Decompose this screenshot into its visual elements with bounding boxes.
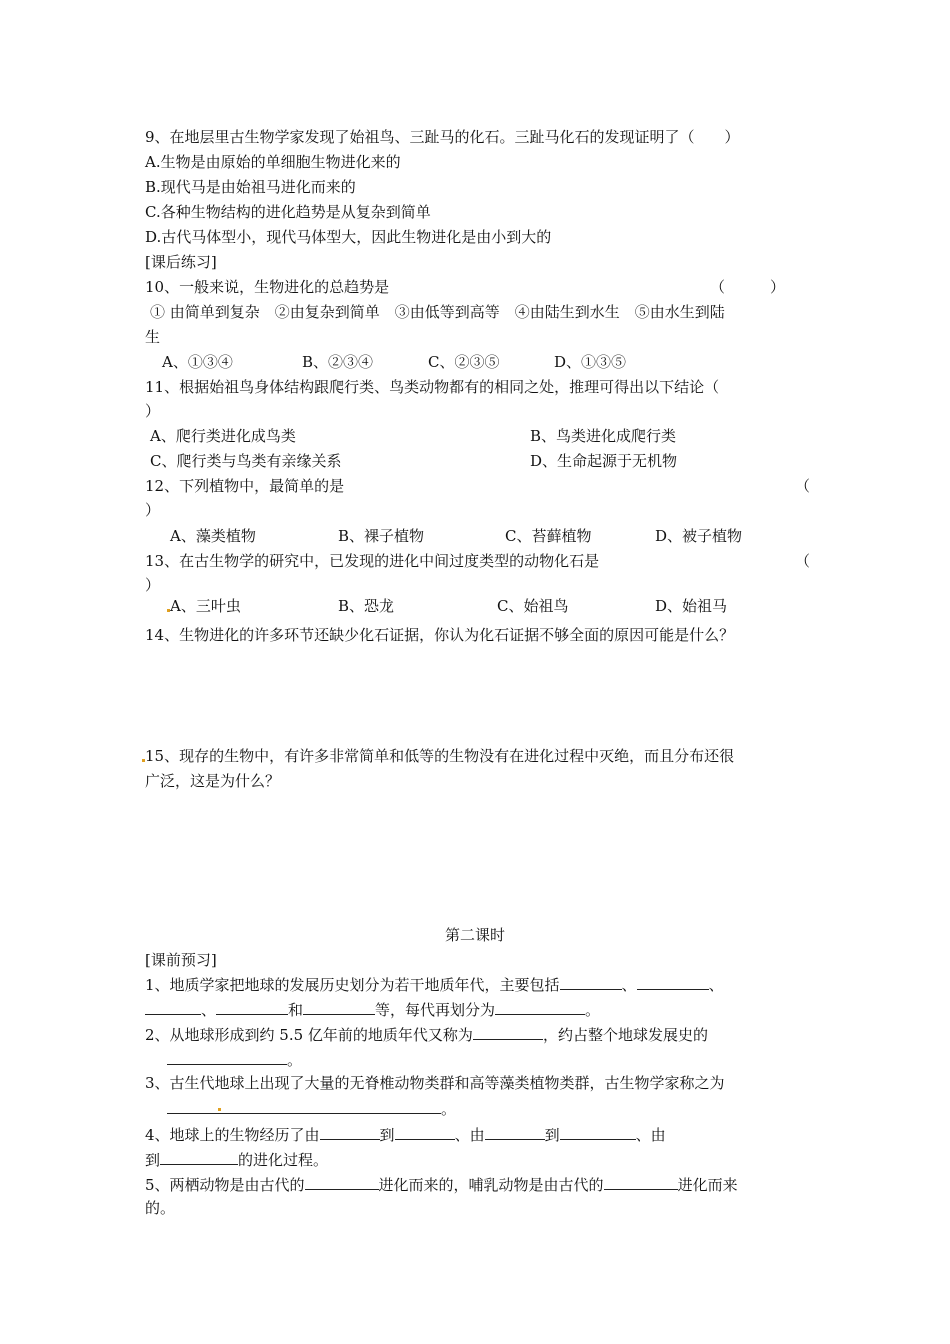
q9-stem: 9、在地层里古生物学家发现了始祖鸟、三趾马的化石。三趾马化石的发现证明了（ ） bbox=[145, 128, 740, 146]
q11-option-b: B、鸟类进化成爬行类 bbox=[530, 427, 677, 445]
p2-line2 bbox=[145, 1049, 302, 1070]
q11-option-c: C、爬行类与鸟类有亲缘关系 bbox=[150, 452, 342, 470]
preview-heading: [课前预习] bbox=[145, 951, 217, 969]
q12-open-paren: （ bbox=[795, 477, 811, 495]
q10-option-c: C、②③⑤ bbox=[428, 353, 500, 371]
q9-option-a: A.生物是由原始的单细胞生物进化来的 bbox=[145, 153, 401, 171]
q11-option-a: A、爬行类进化成鸟类 bbox=[150, 427, 296, 445]
p5-line2: 的。 bbox=[145, 1199, 176, 1217]
q14-stem: 14、生物进化的许多环节还缺少化石证据，你认为化石证据不够全面的原因可能是什么？ bbox=[145, 626, 735, 644]
p3-blank[interactable] bbox=[167, 1098, 441, 1114]
q10-stem: 10、一般来说，生物进化的总趋势是 bbox=[145, 278, 390, 296]
q15-line1: 15、现存的生物中，有许多非常简单和低等的生物没有在进化过程中灭绝，而且分布还很 bbox=[145, 747, 735, 765]
p4-to: 到 bbox=[544, 1126, 560, 1144]
q11-close-paren: ） bbox=[145, 402, 161, 420]
p1-blank-3[interactable] bbox=[145, 999, 201, 1015]
p5-blank-1[interactable] bbox=[305, 1174, 379, 1190]
q13-stem: 13、在古生物学的研究中，已发现的进化中间过度类型的动物化石是 bbox=[145, 552, 600, 570]
q9-option-b: B.现代马是由始祖马进化而来的 bbox=[145, 178, 356, 196]
q10-option-a: A、①③④ bbox=[162, 353, 233, 371]
p1-end: 。 bbox=[585, 1001, 601, 1019]
p2-text: 2、从地球形成到约 5.5 亿年前的地质年代又称为 bbox=[145, 1026, 473, 1044]
p1-sep: 、 bbox=[201, 1001, 217, 1019]
q12-option-c: C、苔藓植物 bbox=[505, 527, 592, 545]
p1-text: 1、地质学家把地球的发展历史划分为若干地质年代，主要包括 bbox=[145, 976, 560, 994]
after-class-heading: [课后练习] bbox=[145, 253, 217, 271]
p4-line1 bbox=[145, 1124, 666, 1145]
p5-text-3: 进化而来 bbox=[677, 1176, 738, 1194]
p1-blank-6[interactable] bbox=[495, 999, 585, 1015]
q13-option-c: C、始祖鸟 bbox=[497, 597, 569, 615]
q10-items-line1: ① 由简单到复杂 ②由复杂到简单 ③由低等到高等 ④由陆生到水生 ⑤由水生到陆 bbox=[150, 303, 725, 321]
p4-blank-2[interactable] bbox=[395, 1124, 455, 1140]
p5-blank-2[interactable] bbox=[604, 1174, 678, 1190]
q11-option-d: D、生命起源于无机物 bbox=[530, 452, 678, 470]
q13-open-paren: （ bbox=[795, 552, 811, 570]
p5-line1 bbox=[145, 1174, 738, 1195]
p4-blank-4[interactable] bbox=[560, 1124, 636, 1140]
q15-line2: 广泛，这是为什么？ bbox=[145, 772, 281, 790]
p4-sep: 、由 bbox=[454, 1126, 485, 1144]
p1-sep: 、 bbox=[708, 976, 724, 994]
p4-to: 到 bbox=[379, 1126, 395, 1144]
lesson2-title: 第二课时 bbox=[444, 926, 505, 944]
p4-blank-3[interactable] bbox=[485, 1124, 545, 1140]
p1-blank-5[interactable] bbox=[303, 999, 375, 1015]
p1-sep: 、 bbox=[621, 976, 637, 994]
p4-blank-1[interactable] bbox=[320, 1124, 380, 1140]
p1-text-2: 等，每代再划分为 bbox=[375, 1001, 496, 1019]
p4-to: 到 bbox=[145, 1151, 161, 1169]
p2-line1 bbox=[145, 1024, 708, 1045]
q13-option-d: D、始祖马 bbox=[655, 597, 728, 615]
p1-blank-1[interactable] bbox=[560, 974, 622, 990]
q13-close-paren: ） bbox=[145, 576, 161, 594]
p4-blank-5[interactable] bbox=[160, 1149, 238, 1165]
p4-line2 bbox=[145, 1149, 328, 1170]
q13-option-a: A、三叶虫 bbox=[170, 597, 241, 615]
q10-option-b: B、②③④ bbox=[302, 353, 374, 371]
q9-option-c: C.各种生物结构的进化趋势是从复杂到简单 bbox=[145, 203, 431, 221]
p4-text: 4、地球上的生物经历了由 bbox=[145, 1126, 320, 1144]
p5-text: 5、两栖动物是由古代的 bbox=[145, 1176, 305, 1194]
q12-option-d: D、被子植物 bbox=[655, 527, 743, 545]
q10-option-d: D、①③⑤ bbox=[554, 353, 627, 371]
p3-line1: 3、古生代地球上出现了大量的无脊椎动物类群和高等藻类植物类群，古生物学家称之为 bbox=[145, 1074, 725, 1092]
q10-items-line2: 生 bbox=[145, 328, 161, 346]
p2-blank-1[interactable] bbox=[473, 1024, 543, 1040]
p4-sep-2: 、由 bbox=[635, 1126, 666, 1144]
p1-blank-2[interactable] bbox=[637, 974, 709, 990]
p3-end: 。 bbox=[441, 1100, 457, 1118]
p5-text-2: 进化而来的，哺乳动物是由古代的 bbox=[378, 1176, 604, 1194]
q12-option-a: A、藻类植物 bbox=[170, 527, 256, 545]
p2-text-2: ，约占整个地球发展史的 bbox=[542, 1026, 708, 1044]
q12-option-b: B、裸子植物 bbox=[338, 527, 425, 545]
p1-line2 bbox=[145, 999, 600, 1020]
p4-text-2: 的进化过程。 bbox=[238, 1151, 329, 1169]
p1-blank-4[interactable] bbox=[216, 999, 288, 1015]
q11-stem: 11、根据始祖鸟身体结构跟爬行类、鸟类动物都有的相同之处，推理可得出以下结论（ bbox=[145, 378, 720, 396]
q12-close-paren: ） bbox=[145, 501, 161, 519]
p1-and: 和 bbox=[288, 1001, 304, 1019]
p3-line2 bbox=[145, 1098, 456, 1119]
q10-answer-paren: （ ） bbox=[710, 278, 786, 296]
p2-blank-2[interactable] bbox=[167, 1049, 287, 1065]
q13-option-b: B、恐龙 bbox=[338, 597, 395, 615]
q12-stem: 12、下列植物中，最简单的是 bbox=[145, 477, 345, 495]
q9-option-d: D.古代马体型小，现代马体型大，因此生物进化是由小到大的 bbox=[145, 228, 552, 246]
p1-line1 bbox=[145, 974, 724, 995]
p2-end: 。 bbox=[287, 1051, 303, 1069]
